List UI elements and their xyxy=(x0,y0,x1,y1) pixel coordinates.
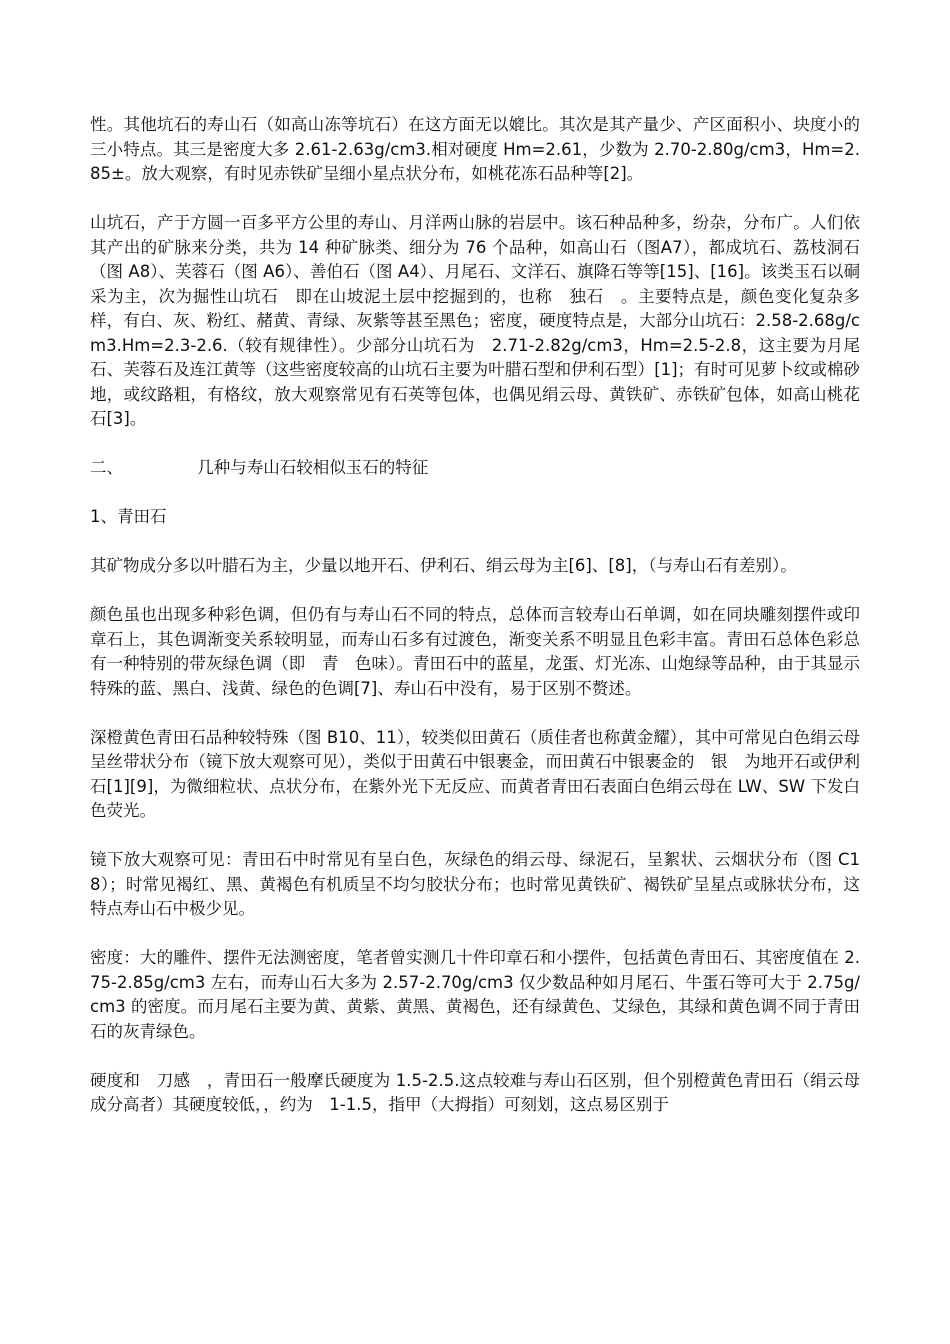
section-heading: 二、 几种与寿山石较相似玉石的特征 xyxy=(90,458,429,477)
subsection-heading: 1、青田石 xyxy=(90,507,167,526)
paragraph-mountain-pit-stone: 山坑石，产于方圆一百多平方公里的寿山、月洋两山脉的岩层中。该石种品种多，纷杂，分布广。人们依其产出的矿脉来分类，共为 14 种矿脉类、细分为 76 个品种，如高山石（图A7），都成坑石、荔枝洞石（图 A8）、芙蓉石（图 A6）、善伯石（图 A4）、月尾石、文洋石、旗降石等等[15]、[16]。该类玉石以硐采为主，次为掘性山坑石 即在山坡泥土层中挖掘到的，也称 独石 。主要特点是，颜色变化复杂多样，有白、灰、粉红、赭黄、青绿、灰紫等甚至黑色；密度，硬度特点是，大部分山坑石：2.58-2.68g/cm3.Hm=2.3-2.6.（较有规律性）。少部分山坑石为 2.71-2.82g/cm3，Hm=2.5-2.8，这主要为月尾石、芙蓉石及连江黄等（这些密度较高的山坑石主要为叶腊石型和伊利石型）[1]；有时可见萝卜纹或棉砂地，或纹路粗，有格纹，放大观察常见有石英等包体，也偶见绢云母、黄铁矿、赤铁矿包体，如高山桃花石[3]。 xyxy=(90,213,860,428)
paragraph-microscope-observation: 镜下放大观察可见：青田石中时常见有呈白色，灰绿色的绢云母、绿泥石，呈絮状、云烟状分布（图 C18）；时常见褐红、黑、黄褐色有机质呈不均匀胶状分布；也时常见黄铁矿、褐铁矿呈星点或脉状分布，这特点寿山石中极少见。 xyxy=(90,850,860,918)
paragraph-density: 密度：大的雕件、摆件无法测密度，笔者曾实测几十件印章石和小摆件，包括黄色青田石、其密度值在 2.75-2.85g/cm3 左右，而寿山石大多为 2.57-2.70g/cm3 仅少数品种如月尾石、牛蛋石等可大于 2.75g/cm3 的密度。而月尾石主要为黄、黄紫、黄黑、黄褐色，还有绿黄色、艾绿色，其绿和黄色调不同于青田石的灰青绿色。 xyxy=(90,948,860,1041)
paragraph-shoushan-properties: 性。其他坑石的寿山石（如高山冻等坑石）在这方面无以媲比。其次是其产量少、产区面积小、块度小的三小特点。其三是密度大多 2.61-2.63g/cm3.相对硬度 Hm=2.61，少数为 2.70-2.80g/cm3，Hm=2.85±。放大观察，有时见赤铁矿呈细小星点状分布，如桃花冻石品种等[2]。 xyxy=(90,115,860,183)
paragraph-mineral-composition: 其矿物成分多以叶腊石为主，少量以地开石、伊利石、绢云母为主[6]、[8]，（与寿山石有差别）。 xyxy=(90,556,797,575)
paragraph-deep-orange-variety: 深橙黄色青田石品种较特殊（图 B10、11），较类似田黄石（质佳者也称黄金耀），其中可常见白色绢云母呈丝带状分布（镜下放大观察可见），类似于田黄石中银裹金，而田黄石中银裹金的 银 为地开石或伊利石[1][9]，为微细粒状、点状分布，在紫外光下无反应、而黄者青田石表面白色绢云母在 LW、SW 下发白色荧光。 xyxy=(90,727,860,820)
paragraph-color: 颜色虽也出现多种彩色调，但仍有与寿山石不同的特点，总体而言较寿山石单调，如在同块雕刻摆件或印章石上，其色调渐变关系较明显，而寿山石多有过渡色，渐变关系不明显且色彩丰富。青田石总体色彩总有一种特别的带灰绿色调（即 青 色味）。青田石中的蓝星，龙蛋、灯光冻、山炮绿等品种，由于其显示特殊的蓝、黑白、浅黄、绿色的色调[7]、寿山石中没有，易于区别不赘述。 xyxy=(90,605,860,698)
paragraph-hardness: 硬度和 刀感 ，青田石一般摩氏硬度为 1.5-2.5.这点较难与寿山石区别，但个别橙黄色青田石（绢云母成分高者）其硬度较低，，约为 1-1.5，指甲（大拇指）可刻划，这点易区别于 xyxy=(90,1070,860,1114)
